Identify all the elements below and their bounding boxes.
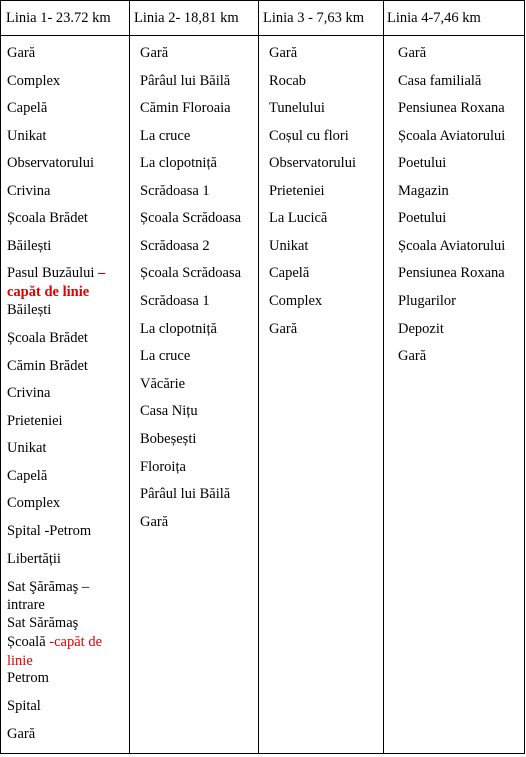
column-divider [258,1,259,753]
stop-line-2: Casa Nițu [140,403,198,419]
stop-line-1: Unikat [7,440,47,456]
stop-line-4: Școala Aviatorului [398,238,506,254]
stop-line-1: Sat Sărămaş [7,615,79,631]
column-divider [383,1,384,753]
stop-line-3: Prieteniei [269,183,325,199]
stop-line-2: Pârâul lui Băilă [140,73,231,89]
stop-line-3: Rocab [269,73,307,89]
stop-line-2: Scrădoasa 2 [140,238,210,254]
stop-line-2: Pârâul lui Băilă [140,486,231,502]
stop-line-4: Poetului [398,210,447,226]
stop-line-4: Gară [398,348,427,364]
stop-line-1: Crivina [7,385,51,401]
stop-line-2: Scrădoasa 1 [140,293,210,309]
stop-line-2: Văcărie [140,376,186,392]
stop-line-3: Observatorului [269,155,356,171]
stop-line-2: Gară [140,514,169,530]
stop-line-1: Complex [7,495,61,511]
stop-line-4: Plugarilor [398,293,456,309]
stop-line-3: Complex [269,293,323,309]
stop-line-1: Spital [7,698,41,714]
stop-line-2: Bobeșești [140,431,197,447]
header-line-4: Linia 4-7,46 km [387,10,481,26]
stop-line-1: Gară [7,45,36,61]
stop-line-2: Școala Scrădoasa [140,265,242,281]
stop-line-1: intrare [7,597,45,613]
terminus-dash: – [94,265,106,281]
stop-line-1: Gară [7,726,36,742]
stop-line-2: La cruce [140,128,191,144]
stop-line-1: Băilești [7,302,52,318]
stop-line-1: Prieteniei [7,413,63,429]
stop-line-3: Gară [269,45,298,61]
stop-line-1: Unikat [7,128,47,144]
stop-line-1: Capelă [7,100,48,116]
terminus-label: -capăt de [49,634,103,650]
stop-line-4: Gară [398,45,427,61]
stop-name: Pasul Buzăului [7,265,95,281]
stop-line-1: Petrom [7,670,49,686]
terminus-label: capăt de linie [7,284,90,300]
stop-line-1: Spital -Petrom [7,523,92,539]
stop-line-4: Pensiunea Roxana [398,100,505,116]
header-line-1: Linia 1- 23.72 km [6,10,111,26]
column-divider [129,1,130,753]
stop-line-1: Complex [7,73,61,89]
stop-line-1: Capelă [7,468,48,484]
stop-line-4: Casa familială [398,73,482,89]
stop-line-3: Unikat [269,238,309,254]
stop-line-1: Crivina [7,183,51,199]
stop-line-3: Coșul cu flori [269,128,349,144]
stop-line-1: Cămin Brădet [7,358,88,374]
stop-line-3: Capelă [269,265,310,281]
stop-line-4: Pensiunea Roxana [398,265,505,281]
stop-line-1: Libertății [7,551,61,567]
stop-line-2: Floroița [140,459,186,475]
header-line-3: Linia 3 - 7,63 km [263,10,365,26]
terminus-label: linie [7,653,33,669]
stop-line-1: Școala Brădet [7,210,88,226]
stop-line-2: La clopotniță [140,321,217,337]
stop-line-3: Gară [269,321,298,337]
stop-name: Școală [7,634,50,650]
stop-line-1: Băilești [7,238,52,254]
stop-line-2: La cruce [140,348,191,364]
stop-line-4: Depozit [398,321,444,337]
stop-line-1: Școala Brădet [7,330,88,346]
stop-line-2: Cămin Floroaia [140,100,231,116]
stop-line-3: La Lucică [269,210,328,226]
stop-line-4: Magazin [398,183,449,199]
stop-line-4: Poetului [398,155,447,171]
stop-line-2: Gară [140,45,169,61]
stop-line-2: La clopotniță [140,155,217,171]
stop-line-1: Sat Şărămaş – [7,579,90,595]
stop-line-3: Tunelului [269,100,325,116]
stop-line-4: Școala Aviatorului [398,128,506,144]
stop-line-1: Observatorului [7,155,94,171]
header-line-2: Linia 2- 18,81 km [134,10,239,26]
stop-line-2: Școala Scrădoasa [140,210,242,226]
stop-line-1-terminus [7,635,102,650]
stop-line-1-terminus [7,266,105,281]
stop-line-2: Scrădoasa 1 [140,183,210,199]
